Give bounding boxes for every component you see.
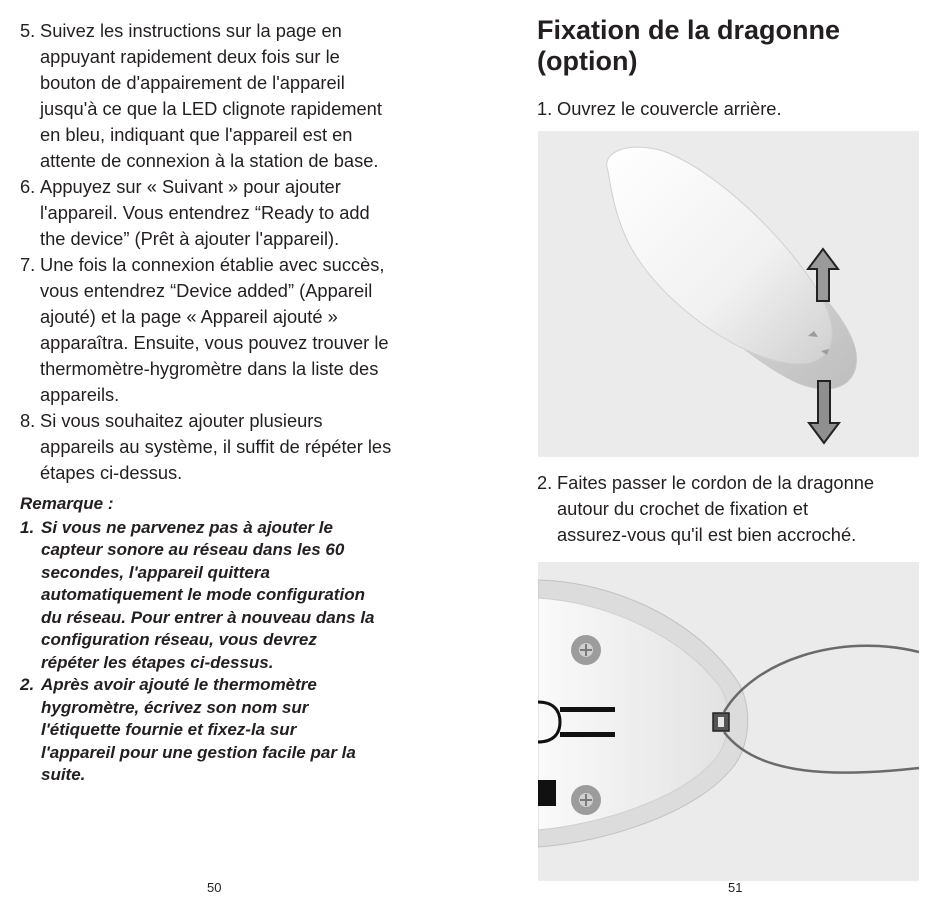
remark-item-2-line: Après avoir ajouté le thermomètre (41, 675, 317, 694)
step-5-line: bouton de d'appairement de l'appareil (40, 72, 345, 93)
step-5-number: 5. (20, 20, 36, 41)
section-title-line: (option) (537, 46, 638, 76)
step-7-line: apparaîtra. Ensuite, vous pouvez trouver le (40, 332, 389, 353)
remark-item-1-number: 1. (20, 517, 35, 537)
right-page (475, 0, 950, 901)
remark-item-2-line: hygromètre, écrivez son nom sur (41, 697, 309, 717)
remark-note (20, 493, 420, 787)
remark-item-1-line: automatiquement le mode configuration (41, 585, 365, 604)
step-5-line: jusqu'à ce que la LED clignote rapidement (40, 98, 382, 119)
step-8-line: appareils au système, il suffit de répéter les (40, 436, 392, 457)
step-7-number: 7. (20, 254, 36, 275)
strap-step-2-item (537, 470, 927, 548)
remark-item-1-line: capteur sonore au réseau dans les 60 (41, 540, 345, 559)
strap-step-1-item (537, 96, 917, 122)
step-8-line: étapes ci-dessus. (40, 462, 183, 483)
step-6-line: the device” (Prêt à ajouter l'appareil). (40, 228, 340, 249)
step-6 (20, 174, 420, 252)
step-8-line: Si vous souhaitez ajouter plusieurs (40, 410, 323, 431)
strap-step-2-number: 2. (537, 472, 553, 493)
step-7-line: Une fois la connexion établie avec succès, (40, 254, 385, 275)
strap-step-2-line: autour du crochet de fixation et (557, 498, 809, 519)
step-5-line: attente de connexion à la station de base. (40, 150, 379, 171)
strap-hook-illustration (538, 562, 919, 881)
remark-item-1-line: secondes, l'appareil quittera (41, 562, 270, 582)
setup-steps-list (20, 18, 420, 486)
remark-item-2-line: l'étiquette fournie et fixez-la sur (41, 720, 297, 739)
step-8-number: 8. (20, 410, 36, 431)
section-title-line: Fixation de la dragonne (537, 15, 841, 45)
step-7-line: ajouté) et la page « Appareil ajouté » (40, 306, 338, 327)
open-back-cover-illustration (538, 131, 919, 457)
strap-step-1 (537, 96, 917, 122)
remark-item-1-line: du réseau. Pour entrer à nouveau dans la (41, 607, 375, 627)
strap-step-2-line: Faites passer le cordon de la dragonne (557, 472, 875, 493)
remark-item-1-line: répéter les étapes ci-dessus. (41, 652, 274, 672)
strap-step-1-line: Ouvrez le couvercle arrière. (557, 98, 782, 119)
remark-item-2-number: 2. (20, 675, 35, 694)
page-number-left: 50 (207, 880, 222, 895)
remark-item-2 (20, 674, 420, 787)
step-5 (20, 18, 420, 174)
remark-item-1-line: Si vous ne parvenez pas à ajouter le (41, 517, 333, 537)
step-7-line: vous entendrez “Device added” (Appareil (40, 280, 373, 301)
strap-step-1-number: 1. (537, 98, 553, 119)
remark-item-2-line: suite. (41, 765, 86, 784)
section-title (537, 15, 917, 77)
step-6-number: 6. (20, 176, 36, 197)
strap-step-2 (537, 470, 927, 548)
remark-item-2-line: l'appareil pour une gestion facile par la (41, 742, 356, 762)
strap-hook-drawing (538, 562, 919, 881)
step-7-line: thermomètre-hygromètre dans la liste des (40, 358, 379, 379)
step-7 (20, 252, 420, 408)
step-6-line: l'appareil. Vous entendrez “Ready to add (40, 202, 370, 223)
remark-title: Remarque : (20, 494, 114, 513)
step-5-line: en bleu, indiquant que l'appareil est en (40, 124, 353, 145)
remark-item-1 (20, 517, 420, 675)
step-5-line: appuyant rapidement deux fois sur le (40, 46, 340, 67)
page-number-right: 51 (728, 880, 743, 895)
step-6-line: Appuyez sur « Suivant » pour ajouter (40, 176, 341, 197)
step-7-line: appareils. (40, 384, 120, 405)
strap-step-2-line: assurez-vous qu'il est bien accroché. (557, 524, 857, 545)
remark-item-1-line: configuration réseau, vous devrez (41, 630, 317, 649)
step-5-line: Suivez les instructions sur la page en (40, 20, 342, 41)
step-8 (20, 408, 420, 486)
device-cover-drawing (538, 131, 919, 457)
